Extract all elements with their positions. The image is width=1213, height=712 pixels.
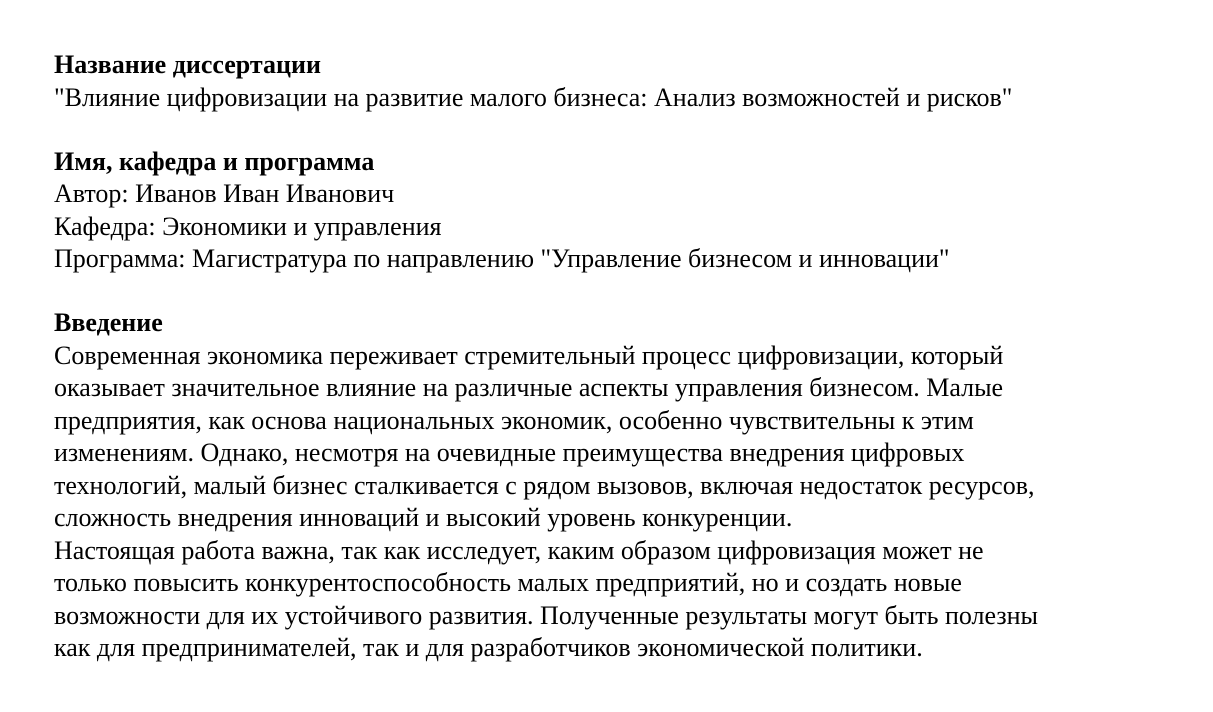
author-info-heading: Имя, кафедра и программа (54, 146, 375, 176)
author-line: Автор: Иванов Иван Иванович (54, 179, 395, 208)
introduction-line: предприятия, как основа национальных экономик, особенно чувствительны к этим (54, 405, 974, 435)
introduction-line: технологий, малый бизнес сталкивается с рядом вызовов, включая недостаток ресурсов, (54, 470, 1035, 500)
introduction-line: только повысить конкурентоспособность малых предприятий, но и создать новые (54, 568, 962, 597)
dissertation-title-section (54, 49, 1173, 114)
introduction-line: Настоящая работа важна, так как исследует, каким образом цифровизация может не (54, 535, 984, 565)
dissertation-title-heading: Название диссертации (54, 50, 321, 79)
department-line: Кафедра: Экономики и управления (54, 211, 442, 241)
author-info-section (54, 146, 1173, 276)
introduction-line: изменениям. Однако, несмотря на очевидные преимущества внедрения цифровых (54, 438, 965, 467)
introduction-line: как для предпринимателей, так и для разработчиков экономической политики. (54, 633, 923, 662)
program-line: Программа: Магистратура по направлению "Управление бизнесом и инновации" (54, 244, 950, 273)
introduction-heading: Введение (54, 308, 163, 337)
introduction-line: оказывает значительное влияние на различные аспекты управления бизнесом. Малые (54, 373, 1004, 402)
introduction-section (54, 307, 1173, 665)
introduction-line: возможности для их устойчивого развития. Полученные результаты могут быть полезны (54, 600, 1039, 630)
introduction-line: Современная экономика переживает стремительный процесс цифровизации, который (54, 340, 1004, 370)
introduction-line: сложность внедрения инноваций и высокий уровень конкуренции. (54, 503, 793, 532)
dissertation-title-text: "Влияние цифровизации на развитие малого бизнеса: Анализ возможностей и рисков" (54, 82, 1013, 112)
